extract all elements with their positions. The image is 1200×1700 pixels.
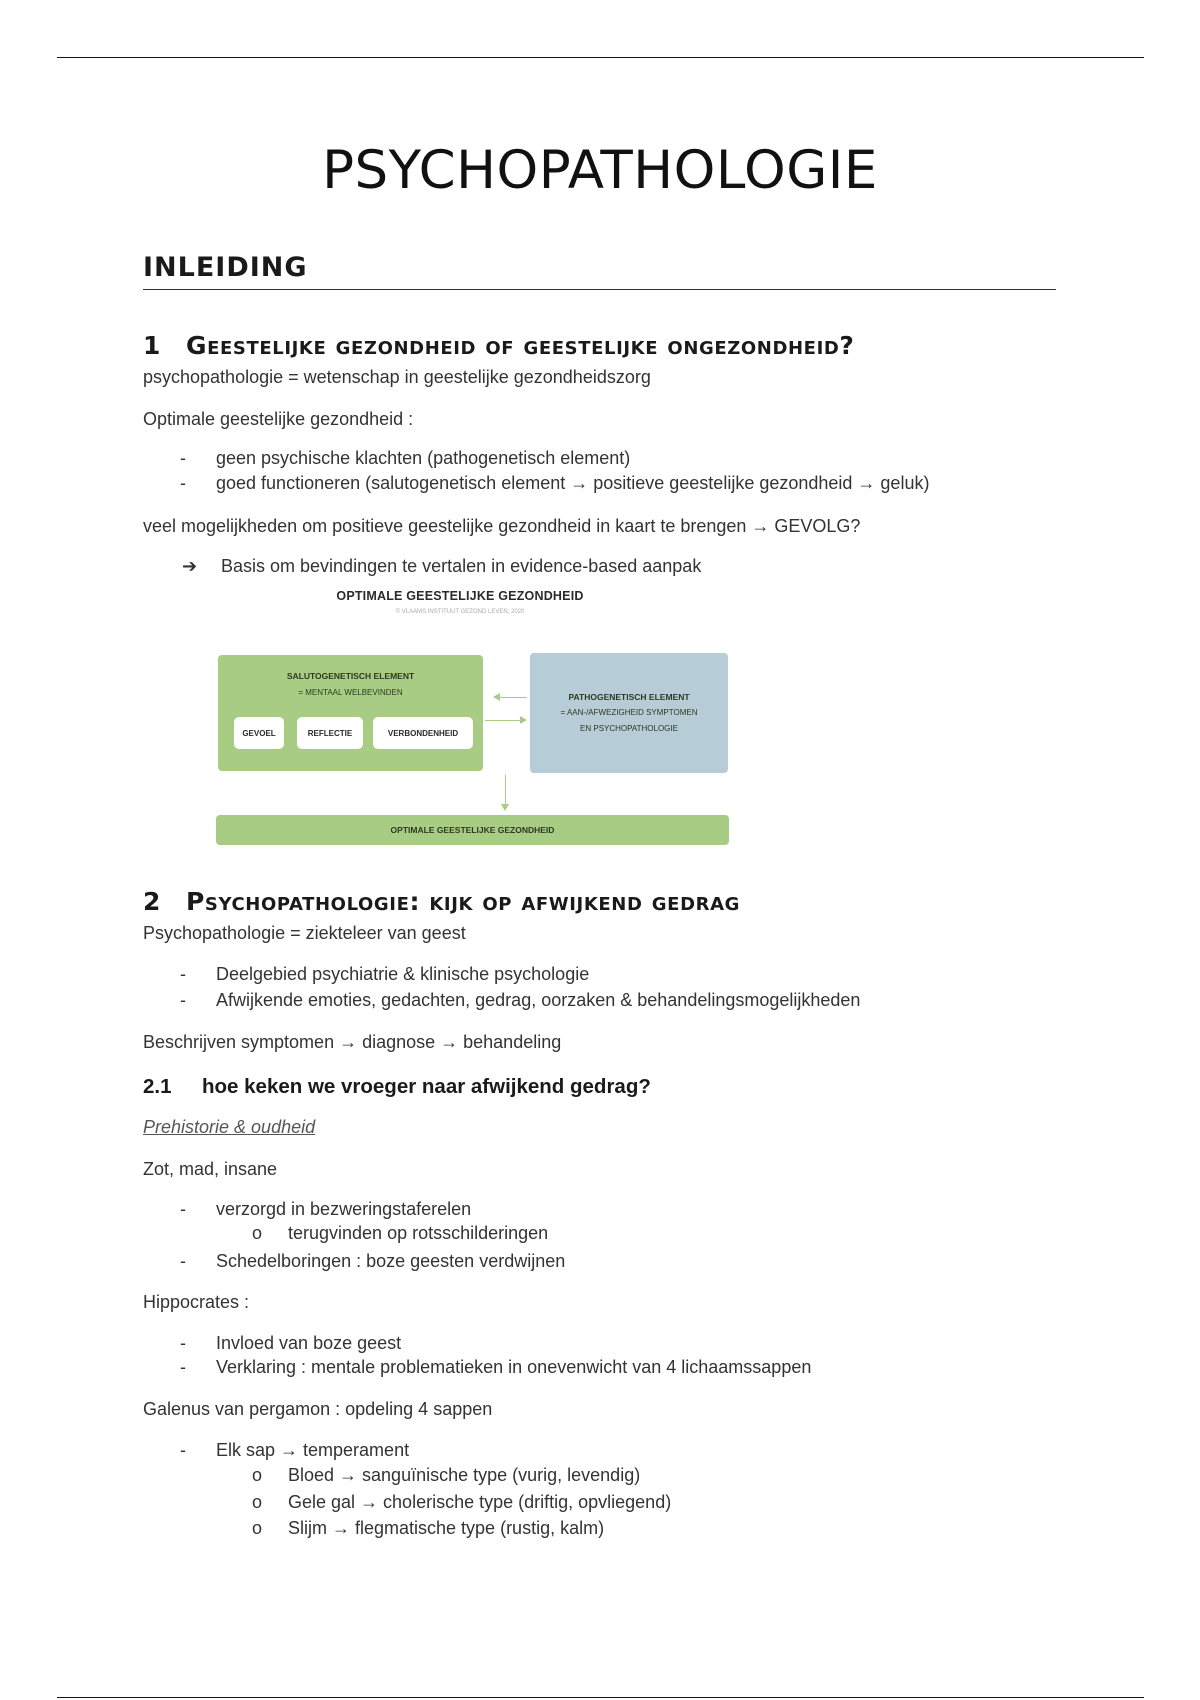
sub-list-item: o terugvinden op rotsschilderingen bbox=[252, 1223, 549, 1243]
diagram-title: OPTIMALE GEESTELIJKE GEZONDHEID bbox=[336, 589, 584, 603]
pathogenetic-subtitle-2: EN PSYCHOPATHOLOGIE bbox=[580, 724, 678, 733]
sub-list-item: o Gele gal → cholerische type (driftig, opvliegend) bbox=[252, 1492, 672, 1512]
list-item: - Schedelboringen : boze geesten verdwijnen bbox=[180, 1251, 566, 1271]
pathogenetic-title: PATHOGENETISCH ELEMENT bbox=[568, 692, 690, 702]
list-item: - geen psychische klachten (pathogenetisch element) bbox=[180, 448, 631, 468]
section-1-definition: psychopathologie = wetenschap in geestelijke gezondheidszorg bbox=[143, 367, 651, 387]
pill-gevoel: GEVOEL bbox=[234, 717, 284, 749]
health-diagram bbox=[215, 585, 730, 850]
list-item: - Afwijkende emoties, gedachten, gedrag, oorzaken & behandelingsmogelijkheden bbox=[180, 990, 861, 1010]
subsection-number: 2.1 bbox=[143, 1075, 172, 1098]
list-item: - Invloed van boze geest bbox=[180, 1333, 402, 1353]
sub-list-item: o Bloed → sanguïnische type (vurig, levendig) bbox=[252, 1465, 641, 1485]
subsection-title: hoe keken we vroeger naar afwijkend gedrag? bbox=[202, 1075, 651, 1098]
consequence-item: ➔ Basis om bevindingen te vertalen in evidence-based aanpak bbox=[182, 556, 702, 576]
arrow-left-icon bbox=[495, 697, 527, 698]
list-item: - Deelgebied psychiatrie & klinische psychologie bbox=[180, 964, 590, 984]
list-item: - verzorgd in bezweringstaferelen bbox=[180, 1199, 472, 1219]
galenus-heading: Galenus van pergamon : opdeling 4 sappen bbox=[143, 1399, 493, 1419]
section-2-heading bbox=[143, 887, 740, 916]
subsection-heading bbox=[143, 1075, 651, 1099]
process-text: Beschrijven symptomen → diagnose → behandeling bbox=[143, 1032, 562, 1052]
top-rule bbox=[57, 57, 1144, 58]
terms-text: Zot, mad, insane bbox=[143, 1159, 278, 1179]
hippocrates-heading: Hippocrates : bbox=[143, 1292, 250, 1312]
section-2-title: Psychopathologie: kijk op afwijkend gedrag bbox=[186, 887, 740, 916]
possibilities-text: veel mogelijkheden om positieve geestelijke gezondheid in kaart te brengen → GEVOLG? bbox=[143, 516, 861, 536]
chapter-heading: INLEIDING bbox=[143, 252, 308, 283]
chapter-underline bbox=[143, 289, 1056, 290]
pill-reflectie: REFLECTIE bbox=[297, 717, 363, 749]
section-2-number: 2 bbox=[143, 887, 161, 916]
salutogenetic-box bbox=[218, 655, 483, 771]
list-item: - Verklaring : mentale problematieken in onevenwicht van 4 lichaamssappen bbox=[180, 1357, 812, 1377]
list-item: - goed functioneren (salutogenetisch element → positieve geestelijke gezondheid → geluk) bbox=[180, 473, 930, 493]
bottom-rule bbox=[57, 1697, 1144, 1698]
result-title: OPTIMALE GEESTELIJKE GEZONDHEID bbox=[390, 825, 555, 835]
result-box bbox=[216, 815, 729, 845]
arrow-right-icon bbox=[485, 720, 525, 721]
section-1-heading bbox=[143, 331, 855, 360]
sub-list-item: o Slijm → flegmatische type (rustig, kalm) bbox=[252, 1518, 605, 1538]
era-heading: Prehistorie & oudheid bbox=[143, 1117, 316, 1137]
arrow-icon: ➔ bbox=[182, 556, 198, 576]
list-item: - Elk sap → temperament bbox=[180, 1440, 410, 1460]
salutogenetic-title: SALUTOGENETISCH ELEMENT bbox=[286, 671, 415, 681]
diagram-source: © VLAAMS INSTITUUT GEZOND LEVEN, 2020 bbox=[395, 609, 525, 615]
pathogenetic-subtitle-1: = AAN-/AFWEZIGHEID SYMPTOMEN bbox=[560, 708, 698, 717]
salutogenetic-subtitle: = MENTAAL WELBEVINDEN bbox=[298, 688, 403, 697]
pathogenetic-box bbox=[530, 653, 728, 773]
document-title: PSYCHOPATHOLOGIE bbox=[322, 140, 878, 201]
pill-verbondenheid: VERBONDENHEID bbox=[373, 717, 473, 749]
section-1-number: 1 bbox=[143, 331, 161, 360]
section-2-definition: Psychopathologie = ziekteleer van geest bbox=[143, 923, 466, 943]
arrow-down-icon bbox=[505, 775, 506, 809]
optimal-heading: Optimale geestelijke gezondheid : bbox=[143, 409, 414, 429]
section-1-title: Geestelijke gezondheid of geestelijke ongezondheid? bbox=[186, 331, 855, 360]
